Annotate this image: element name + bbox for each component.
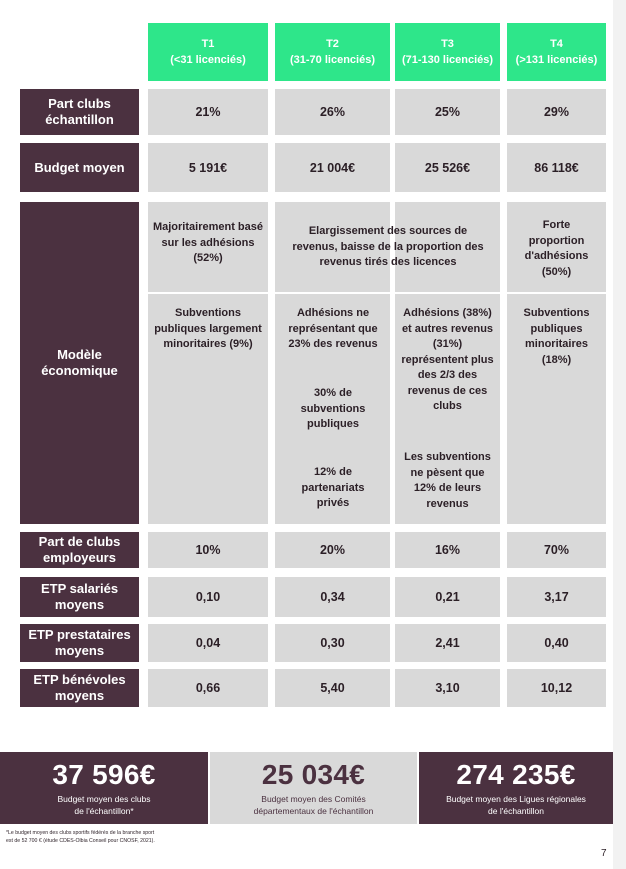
column-range: (31-70 licenciés) (290, 54, 375, 66)
page-number: 7 (601, 848, 607, 859)
value-cell: 20% (275, 532, 390, 568)
modele-t1-top: Majoritairement basé sur les adhésions (52%) (152, 221, 264, 264)
column-header-t4 (507, 23, 606, 81)
column-label: T4 (550, 38, 563, 50)
value-cell: 0,66 (148, 669, 268, 707)
modele-t3-bottom-b: Les subventions ne pèsent que 12% de leurs revenus (404, 451, 491, 510)
value-cell: 0,04 (148, 624, 268, 662)
modele-t4-top: Forte proportion d'adhésions (50%) (524, 219, 589, 278)
column-range: (71-130 licenciés) (401, 54, 494, 66)
value-cell: 25% (395, 89, 500, 135)
row-label-etp-benevoles: ETP bénévoles moyens (20, 669, 139, 707)
row-label-etp-prestataires: ETP prestataires moyens (20, 624, 139, 662)
value-cell: 3,10 (395, 669, 500, 707)
column-range: (>131 licenciés) (515, 54, 598, 66)
value-cell: 21 004€ (275, 143, 390, 192)
value-cell: 10,12 (507, 669, 606, 707)
stat-value: 25 034€ (261, 759, 366, 790)
stat-value: 274 235€ (456, 759, 576, 790)
footnote (6, 829, 256, 845)
value-cell: 0,40 (507, 624, 606, 662)
column-label: T3 (441, 38, 454, 50)
stat-caption (254, 793, 374, 817)
modele-t2t3-top: Elargissement des sources de revenus, baisse de la proportion des revenus tirés des licences (292, 225, 484, 268)
value-cell: 0,21 (395, 577, 500, 617)
stat-caption (57, 793, 150, 817)
row-label-etp-salaries: ETP salariés moyens (20, 577, 139, 617)
row-label-employeurs: Part de clubs employeurs (20, 532, 139, 568)
stat-caption-line: de l'échantillon* (74, 806, 134, 816)
value-cell: 5 191€ (148, 143, 268, 192)
modele-t3-bottom-a: Adhésions (38%) et autres revenus (31%) représentent plus des 2/3 des revenus de ces clubs (401, 307, 494, 412)
column-header-t3 (395, 23, 500, 81)
value-cell: 10% (148, 532, 268, 568)
modele-t1-bottom: Subventions publiques largement minoritaires (9%) (154, 307, 262, 350)
value-cell: 21% (148, 89, 268, 135)
stat-caption-line: Budget moyen des clubs (57, 794, 151, 804)
page-edge (613, 0, 626, 869)
stat-caption (446, 793, 586, 817)
value-cell: 0,30 (275, 624, 390, 662)
stat-value: 37 596€ (52, 759, 156, 790)
value-cell: 0,10 (148, 577, 268, 617)
value-cell: 0,34 (275, 577, 390, 617)
row-label-part-clubs: Part clubs échantillon (20, 89, 139, 135)
row-label-budget: Budget moyen (20, 143, 139, 192)
column-range: (<31 licenciés) (170, 54, 246, 66)
stat-caption-line: de l'échantillon (488, 806, 544, 816)
value-cell: 25 526€ (395, 143, 500, 192)
stat-caption-line: Budget moyen des Ligues régionales (446, 794, 586, 804)
value-cell: 16% (395, 532, 500, 568)
modele-divider (148, 292, 606, 294)
stat-comites (210, 752, 417, 824)
modele-t2-bottom-b: 30% de subventions publiques (300, 387, 366, 430)
value-cell: 26% (275, 89, 390, 135)
column-label: T2 (326, 38, 339, 50)
stat-caption-line: départementaux de l'échantillon (253, 806, 374, 816)
stat-ligues (419, 752, 613, 824)
modele-t4-bottom: Subventions publiques minoritaires (18%) (523, 307, 590, 366)
modele-t2-bottom-c: 12% de partenariats privés (301, 466, 365, 509)
value-cell: 70% (507, 532, 606, 568)
column-header-t1 (148, 23, 268, 81)
stat-caption-line: Budget moyen des Comités (261, 794, 366, 804)
value-cell: 2,41 (395, 624, 500, 662)
modele-t2-bottom-a: Adhésions ne représentant que 23% des revenus (288, 307, 378, 350)
stat-clubs (0, 752, 208, 824)
column-header-t2 (275, 23, 390, 81)
value-cell: 5,40 (275, 669, 390, 707)
value-cell: 3,17 (507, 577, 606, 617)
footnote-line: *Le budget moyen des clubs sportifs fédérés de la branche sport (6, 830, 155, 836)
footnote-line: est de 52 700 € (étude CDES-Olbia Conseil pour CNOSF, 2021). (6, 838, 155, 844)
value-cell: 29% (507, 89, 606, 135)
column-label: T1 (201, 38, 215, 50)
value-cell: 86 118€ (507, 143, 606, 192)
row-label-modele: Modèle économique (20, 202, 139, 524)
